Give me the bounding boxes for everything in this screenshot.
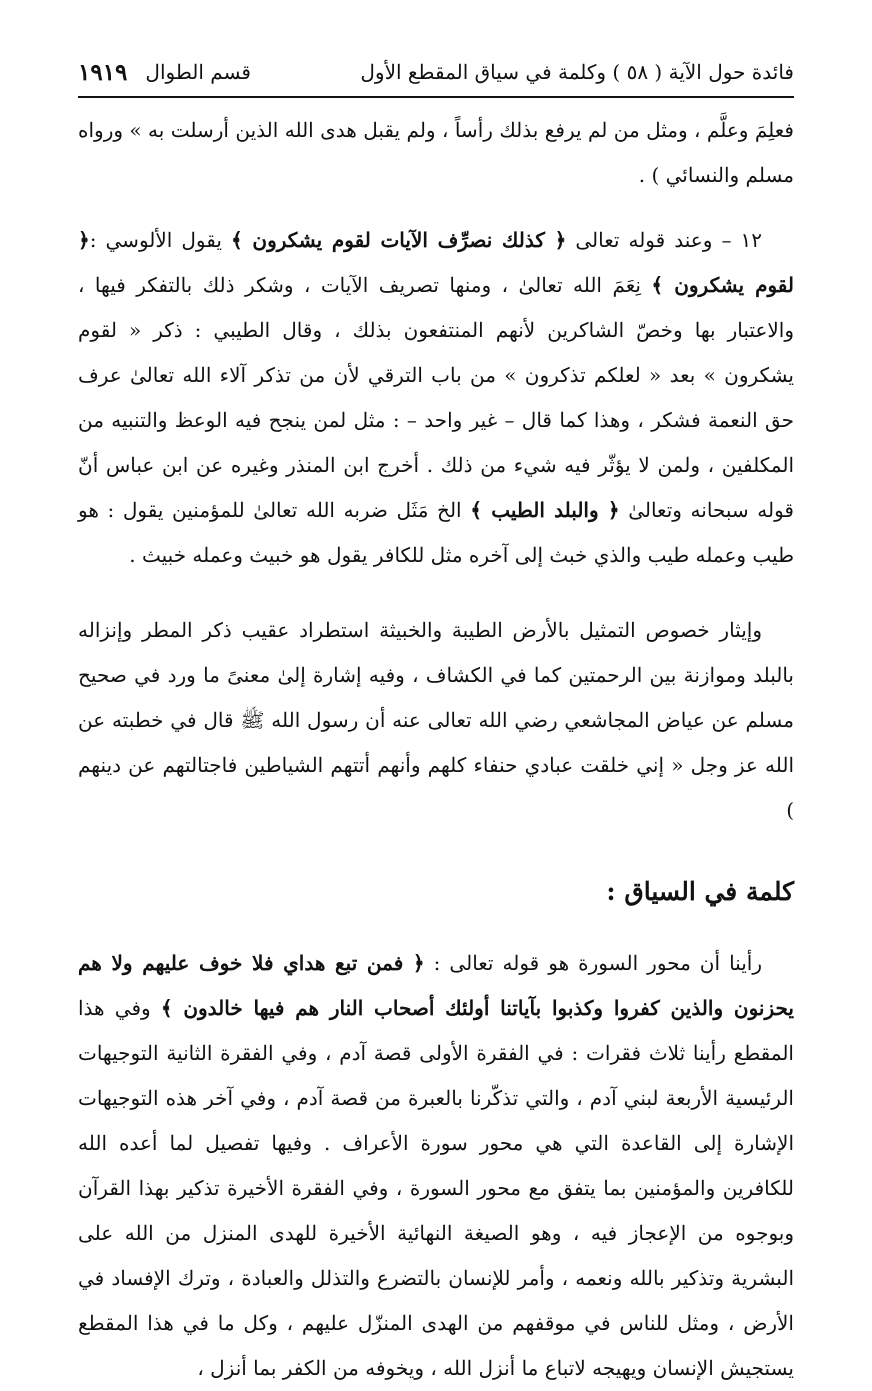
running-header (78, 56, 794, 88)
quran-quote-1: ﴿ كذلك نصرِّف الآيات لقوم يشكرون ﴾ (231, 228, 567, 252)
spacer (78, 833, 794, 863)
quran-quote-3: ﴿ والبلد الطيب ﴾ (470, 498, 620, 522)
quran-quote-2: ﴿ لقوم يشكرون ﴾ (78, 228, 795, 297)
paragraph-4-intro: رأينا أن محور السورة هو قوله تعالى : (424, 951, 762, 975)
paragraph-1-text: فعلِمَ وعلَّم ، ومثل من لم يرفع بذلك رأساً ، ولم يقبل هدى الله الذين أرسلت به » ورواه مسلم والنسائي ) . (78, 118, 794, 187)
paragraph-2 (78, 218, 794, 578)
header-left-group (78, 59, 251, 86)
section-name: قسم الطوال (145, 60, 251, 84)
page-number: ١٩١٩ (78, 58, 128, 86)
paragraph-1 (78, 108, 794, 198)
paragraph-2-intro: ١٢ – وعند قوله تعالى (566, 228, 762, 252)
paragraph-2-text-b: يقول الألوسي : (89, 228, 231, 252)
paragraph-4-text: وفي هذا المقطع رأينا ثلاث فقرات : في الفقرة الأولى قصة آدم ، وفي الفقرة الثانية التوجيهات الرئيسية الأربعة لبني آدم ، والتي تذكّرنا بالعبرة من قصة آدم ، وفي آخر هذه التوجيهات الإشارة إلى القاعدة التي هي محور سورة الأعراف . وفيها تفصيل لما أعده الله للكافرين والمؤمنين بما يتفق مع محور السورة ، وفي الفقرة الأخيرة تذكير بهذا القرآن وبوجوه من الإعجاز فيه ، وهو الصيغة النهائية الأخيرة للهدى المنزل من الله على البشرية وتذكير بالله ونعمه ، وأمر للإنسان بالتضرع والتذلل والعبادة ، وترك الإفساد في الأرض ، ومثل للناس في موقفهم من الهدى المنزّل عليهم ، وكل ما في هذا المقطع يستجيش الإنسان ويهيجه لاتباع ما أنزل الله ، ويخوفه من الكفر بما أنزل ، (78, 996, 794, 1380)
quran-quote-4: ﴿ فمن تبع هداي فلا خوف عليهم ولا هم يحزنون والذين كفروا وكذبوا بآياتنا أولئك أصحاب النار هم فيها خالدون ﴾ (78, 951, 794, 1020)
page-body (78, 108, 794, 1391)
paragraph-3 (78, 608, 794, 833)
chapter-title: فائدة حول الآية ( ٥٨ ) وكلمة في سياق المقطع الأول (360, 60, 794, 84)
paragraph-2-text-c: نِعَمَ الله تعالىٰ ، ومنها تصريف الآيات ، وشكر ذلك بالتفكر فيها ، والاعتبار بها وخصّ الشاكرين لأنهم المنتفعون بذلك ، وقال الطيبي : ذكر « لقوم يشكرون » بعد « لعلكم تذكرون » من باب الترقي لأن من تذكر آلاء الله تعالىٰ عرف حق النعمة فشكر ، وهذا كما قال – غير واحد – : مثل لمن ينجح فيه الوعظ والتنبيه من المكلفين ، ولمن لا يؤثّر فيه شيء من ذلك . أخرج ابن المنذر وغيره عن ابن عباس أنّ قوله سبحانه وتعالىٰ (78, 273, 794, 522)
spacer (78, 578, 794, 608)
spacer (78, 198, 794, 218)
paragraph-4 (78, 941, 794, 1391)
header-rule (78, 96, 794, 98)
section-heading: كلمة في السياق : (606, 877, 794, 906)
paragraph-2-text-d: الخ مَثَل ضربه الله تعالىٰ للمؤمنين يقول : هو طيب وعمله طيب والذي خبث إلى آخره مثل للكافر يقول هو خبيث وعمله خبيث . (78, 498, 794, 567)
spacer (78, 921, 794, 941)
paragraph-3-text: وإيثار خصوص التمثيل بالأرض الطيبة والخبيثة استطراد عقيب ذكر المطر وإنزاله بالبلد وموازنة بين الرحمتين كما في الكشاف ، وفيه إشارة إلىٰ معنىً ما ورد في صحيح مسلم عن عياض المجاشعي رضي الله تعالى عنه أن رسول الله ﷺ قال في خطبته عن الله عز وجل « إني خلقت عبادي حنفاء كلهم وأنهم أتتهم الشياطين فاجتالتهم عن دينهم ) (78, 618, 794, 822)
